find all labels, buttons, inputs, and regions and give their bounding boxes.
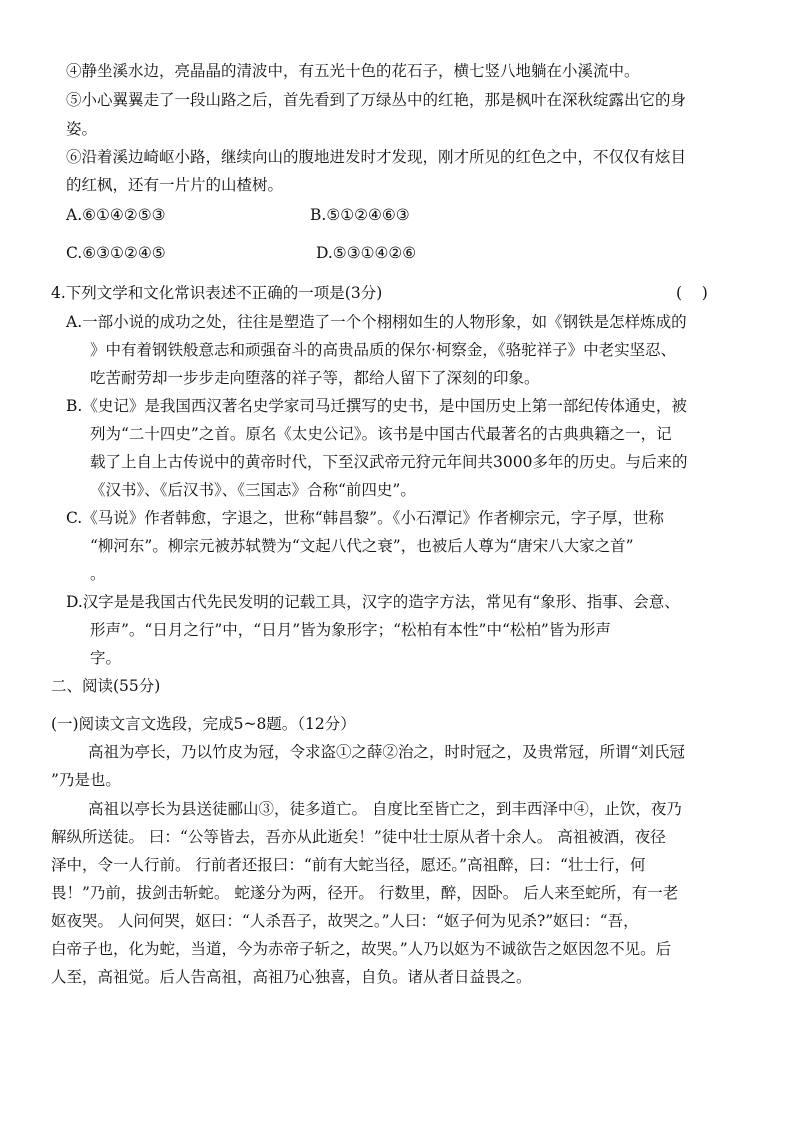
passage-p2-line-1: 高祖以亭长为县送徒郦山③，徒多道亡。 自度比至皆亡之，到丰西泽中④，止饮，夜乃: [88, 800, 682, 818]
passage-p2-line-6: 白帝子也，化为蛇，当道，今为赤帝子斩之，故哭。”人乃以妪为不诚欲告之妪因忽不见。后: [51, 940, 672, 958]
q4-option-b-line-4: 《汉书》、《后汉书》、《三国志》合称“前四史”。: [90, 481, 416, 499]
q3-option-d[interactable]: D.⑤③①④②⑥: [316, 244, 417, 262]
passage-p2-line-3: 泽中，令一人行前。 行前者还报曰：“前有大蛇当径，愿还。”高祖醉，曰：“壮士行，何: [51, 856, 646, 874]
q4-option-d-line-1: D.汉字是是我国古代先民发明的记载工具，汉字的造字方法，常见有“象形、指事、会意、: [66, 593, 680, 611]
passage-p2-line-5: 妪夜哭。 人问何哭，妪曰：“人杀吾子，故哭之。”人曰：“妪子何为见杀?”妪曰：“吾，: [51, 912, 639, 930]
passage-p2-line-2: 解纵所送徒。 曰：“公等皆去，吾亦从此逝矣！”徒中壮士原从者十余人。 高祖被酒，夜径: [51, 828, 666, 846]
q4-option-c-line-2: “柳河东”。柳宗元被苏轼赞为“文起八代之衰”，也被后人尊为“唐宋八大家之首”: [90, 537, 634, 555]
q4-option-a-line-1: A.一部小说的成功之处，往往是塑造了一个个栩栩如生的人物形象，如《钢铁是怎样炼成的: [66, 313, 687, 331]
q4-option-b-line-3: 载了上自上古传说中的黄帝时代，下至汉武帝元狩元年间共3000多年的历史。与后来的: [90, 453, 688, 471]
q4-option-b-line-1: B.《史记》是我国西汉著名史学家司马迁撰写的史书，是中国历史上第一部纪传体通史，被: [66, 397, 687, 415]
passage-p2-line-4: 畏！”乃前，拔剑击斩蛇。 蛇遂分为两，径开。 行数里，醉，因卧。 后人来至蛇所，有一老: [51, 884, 679, 902]
passage-p1-line-1: 高祖为亭长，乃以竹皮为冠，令求盗①之薛②治之，时时冠之，及贵常冠，所谓“刘氏冠: [88, 743, 685, 761]
q4-option-b-line-2: 列为“二十四史”之首。原名《太史公记》。该书是中国古代最著名的古典典籍之一，记: [90, 425, 672, 443]
q4-answer-blank[interactable]: ( ): [676, 284, 708, 302]
q4-option-a-line-3: 吃苦耐劳却一步步走向堕落的祥子等，都给人留下了深刻的印象。: [90, 369, 540, 387]
passage-p1-line-2: ”乃是也。: [51, 771, 121, 789]
sentence-5-line-1: ⑤小心翼翼走了一段山路之后，首先看到了万绿丛中的红艳，那是枫叶在深秋绽露出它的身: [66, 91, 687, 109]
sentence-5-line-2: 姿。: [66, 120, 98, 138]
q3-option-b[interactable]: B.⑤①②④⑥③: [310, 206, 410, 224]
q4-stem: 4.下列文学和文化常识表述不正确的一项是(3分): [51, 284, 383, 302]
q4-option-c-line-3: 。: [90, 565, 106, 583]
section-2-title: 二、阅读(55分): [51, 677, 161, 695]
sentence-6-line-2: 的红枫，还有一片片的山楂树。: [66, 176, 284, 194]
q4-option-d-line-2: 形声”。“日月之行”中，“日月”皆为象形字；“松柏有本性”中“松柏”皆为形声: [90, 621, 611, 639]
sentence-4: ④静坐溪水边，亮晶晶的清波中，有五光十色的花石子，横七竖八地躺在小溪流中。: [66, 62, 640, 80]
section-2-subsection-1: (一)阅读文言文选段，完成5~8题。（12分）: [51, 715, 356, 733]
q4-option-d-line-3: 字。: [90, 649, 122, 667]
q3-option-c[interactable]: C.⑥③①②④⑤: [66, 244, 166, 262]
sentence-6-line-1: ⑥沿着溪边崎岖小路，继续向山的腹地进发时才发现，刚才所见的红色之中，不仅仅有炫目: [66, 148, 687, 166]
q3-option-a[interactable]: A.⑥①④②⑤③: [66, 206, 166, 224]
q4-option-c-line-1: C.《马说》作者韩愈，字退之，世称“韩昌黎”。《小石潭记》作者柳宗元，字子厚，世称: [66, 509, 664, 527]
passage-p2-line-7: 人至，高祖觉。后人告高祖，高祖乃心独喜，自负。诸从者日益畏之。: [51, 968, 532, 986]
q4-option-a-line-2: 》中有着钢铁般意志和顽强奋斗的高贵品质的保尔·柯察金，《骆驼祥子》中老实坚忍、: [90, 341, 677, 359]
